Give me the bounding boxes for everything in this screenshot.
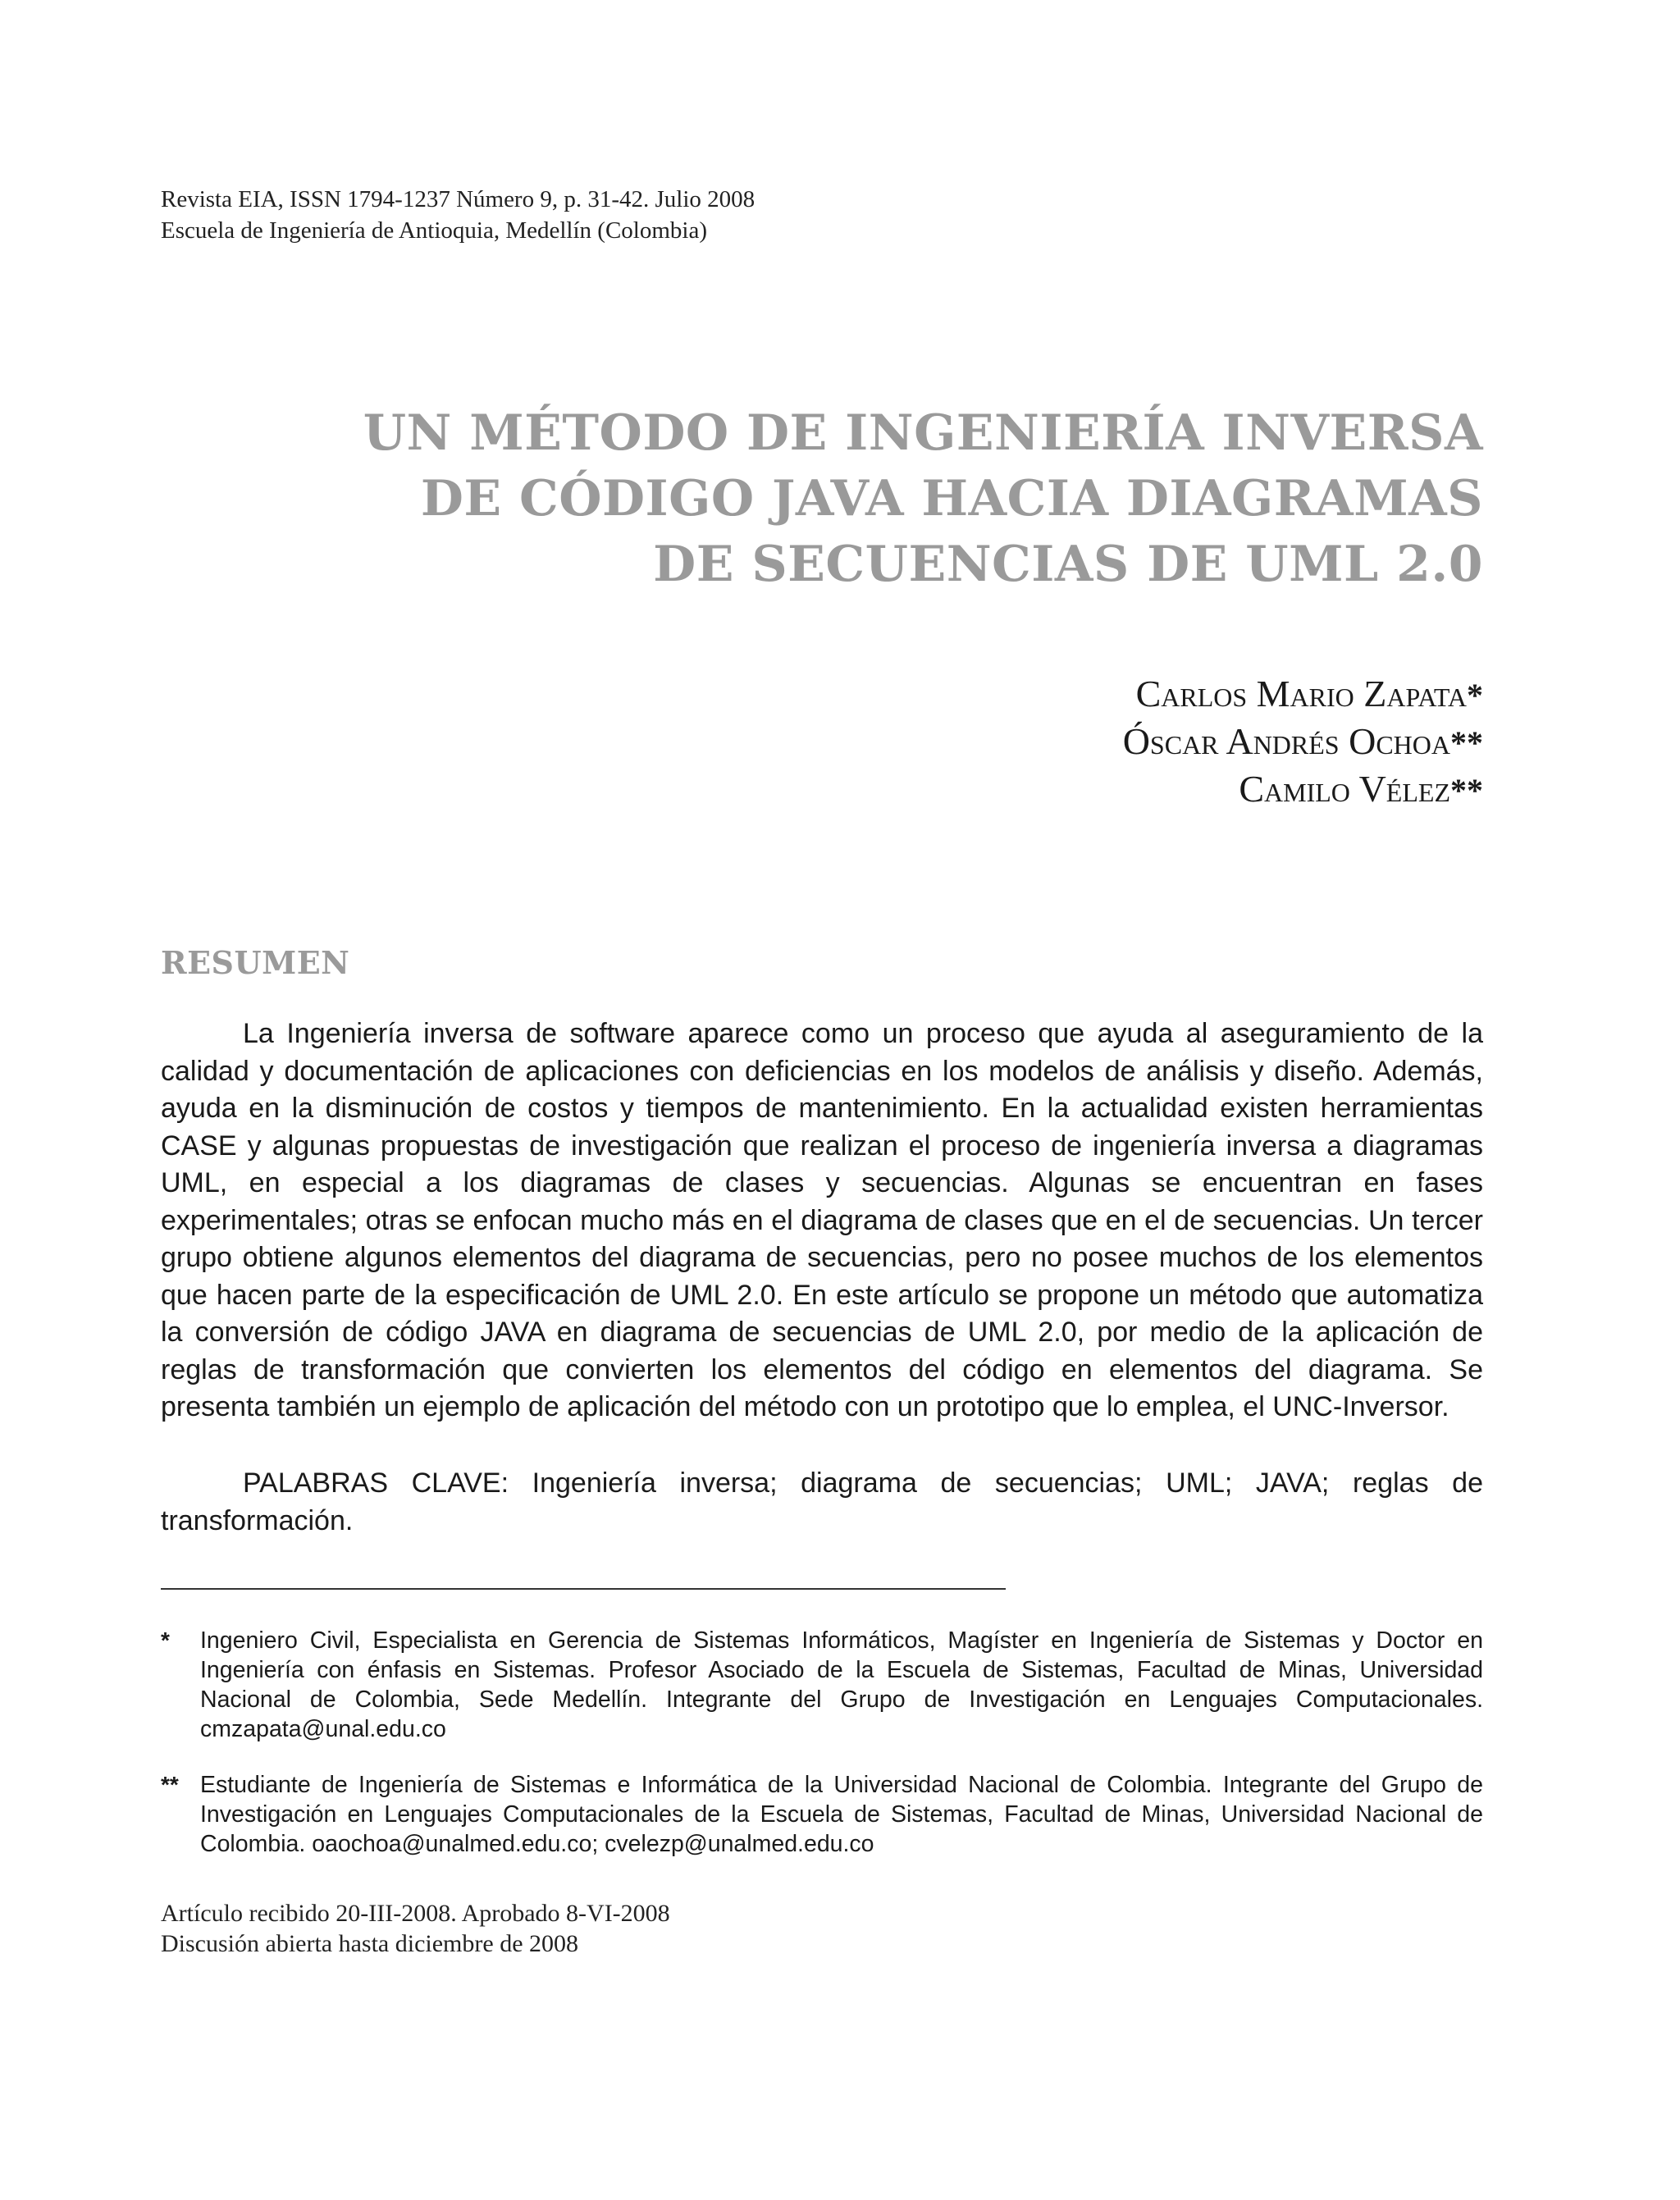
title-line-1: UN MÉTODO DE INGENIERÍA INVERSA — [363, 404, 1483, 462]
title-line-3: DE SECUENCIAS DE UML 2.0 — [653, 536, 1483, 593]
author-footnote-mark: * — [1467, 677, 1483, 714]
author-3 — [663, 766, 1483, 814]
author-name: Carlos Mario Zapata — [1135, 673, 1467, 714]
footnote-2 — [161, 1770, 1483, 1859]
author-2 — [663, 719, 1483, 766]
footnote-text: Estudiante de Ingeniería de Sistemas e Informática de la Universidad Nacional de Colombia. Integrante del Grupo de Investigación en Lenguajes Computacionales de la Escuela de Sistemas, Facultad de Minas, Universidad Nacional de Colombia. oaochoa@unalmed.edu.co; cvelezp@unalmed.edu.co — [200, 1772, 1483, 1857]
keywords-paragraph: PALABRAS CLAVE: Ingeniería inversa; diagrama de secuencias; UML; JAVA; reglas de transformación. — [161, 1467, 1483, 1536]
journal-citation: Revista EIA, ISSN 1794-1237 Número 9, p. 31-42. Julio 2008 — [161, 186, 756, 212]
received-approved-date: Artículo recibido 20-III-2008. Aprobado 8-VI-2008 — [161, 1900, 670, 1927]
footnote-mark: * — [161, 1627, 170, 1653]
title-line-2: DE CÓDIGO JAVA HACIA DIAGRAMAS — [420, 470, 1483, 527]
author-footnote-mark: ** — [1450, 724, 1483, 761]
keywords-block — [161, 1465, 1483, 1540]
discussion-open-date: Discusión abierta hasta diciembre de 2008 — [161, 1930, 579, 1957]
footnote-1 — [161, 1626, 1483, 1744]
article-title — [253, 400, 1483, 597]
article-dates — [161, 1898, 1227, 1959]
author-name: Óscar Andrés Ochoa — [1122, 720, 1450, 762]
footnote-text: Ingeniero Civil, Especialista en Gerencia de Sistemas Informáticos, Magíster en Ingeniería de Sistemas y Doctor en Ingeniería con énfasis en Sistemas. Profesor Asociado de la Escuela de Sistemas, Facultad de Minas, Universidad Nacional de Colombia, Sede Medellín. Integrante del Grupo de Investigación en Lenguajes Computacionales. cmzapata@unal.edu.co — [200, 1627, 1483, 1742]
abstract-heading: RESUMEN — [161, 944, 350, 981]
journal-header — [161, 184, 1227, 246]
author-footnote-mark: ** — [1450, 772, 1483, 809]
author-1 — [663, 671, 1483, 719]
abstract-body — [161, 1016, 1483, 1426]
footnote-divider — [161, 1588, 1006, 1590]
journal-institution: Escuela de Ingeniería de Antioquia, Medellín (Colombia) — [161, 217, 707, 244]
abstract-paragraph: La Ingeniería inversa de software aparece como un proceso que ayuda al aseguramiento de la calidad y documentación de aplicaciones con deficiencias en los modelos de análisis y diseño. Además, ayuda en la disminución de costos y tiempos de mantenimiento. En la actualidad existen herramientas CASE y algunas propuestas de investigación que realizan el proceso de ingeniería inversa a diagramas UML, en especial a los diagramas de clases y secuencias. Algunas se encuentran en fases experimentales; otras se enfocan mucho más en el diagrama de clases que en el de secuencias. Un tercer grupo obtiene algunos elementos del diagrama de secuencias, pero no posee muchos de los elementos que hacen parte de la especificación de UML 2.0. En este artículo se propone un método que automatiza la conversión de código JAVA en diagrama de secuencias de UML 2.0, por medio de la aplicación de reglas de transformación que convierten los elementos del código en elementos del diagrama. Se presenta también un ejemplo de aplicación del método con un prototipo que lo emplea, el UNC-Inversor. — [161, 1018, 1483, 1422]
author-list — [663, 671, 1483, 814]
author-name: Camilo Vélez — [1239, 768, 1450, 810]
footnote-mark: ** — [161, 1772, 179, 1797]
